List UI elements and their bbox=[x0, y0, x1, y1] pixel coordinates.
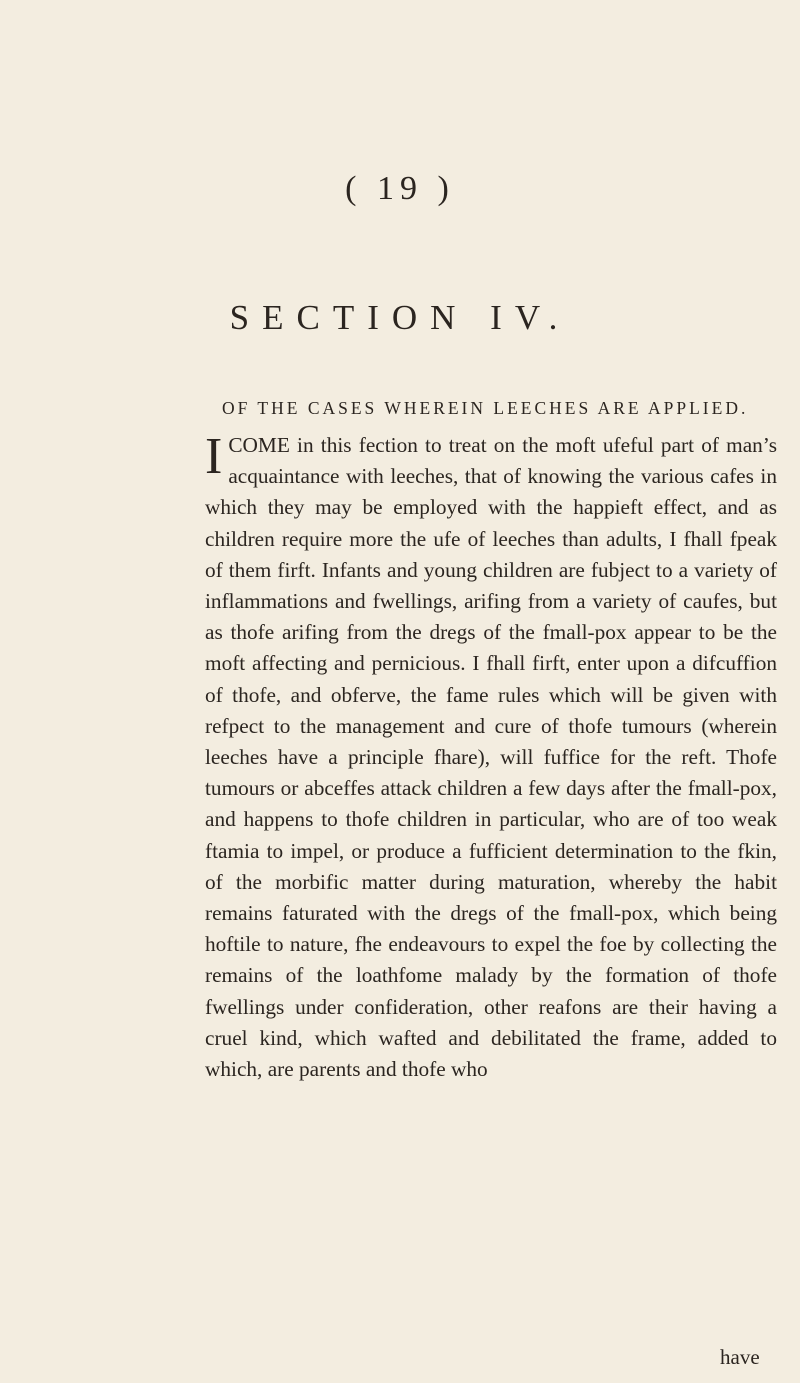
section-subtitle: OF THE CASES WHEREIN LEECHES ARE APPLIED. bbox=[222, 398, 749, 418]
section-heading: SECTION IV. bbox=[229, 298, 571, 337]
drop-cap: I bbox=[205, 428, 223, 485]
page-number: ( 19 ) bbox=[345, 170, 455, 207]
body-text: COME in this fection to treat on the moft ufeful part of man’s acquaintance with leeches, that of knowing the various cafes in which they may be employed with the happieft effect, and as children require more the ufe of leeches than adults, I fhall fpeak of them firft. Infants and young children are fubject to a variety of inflammations and fwellings, arifing from a variety of caufes, but as thofe arifing from the dregs of the fmall-pox appear to be the moft affecting and pernicious. I fhall firft, enter upon a difcuffion of thofe, and obferve, the fame rules which will be given with refpect to the management and cure of thofe tumours (wherein leeches have a principle fhare), will fuffice for the reft. Thofe tumours or abceffes attack children a few days after the fmall-pox, and happens to thofe children in particular, who are of too weak ftamia to impel, or produce a fufficient determination to the fkin, of the morbific matter during maturation, whereby the habit remains faturated with the dregs of the fmall-pox, which being hoftile to nature, fhe endeavours to expel the foe by collecting the remains of the loathfome malady by the formation of thofe fwellings under confideration, other reafons are their having a cruel kind, which wafted and debilitated the frame, added to which, are parents and thofe who bbox=[205, 433, 777, 1082]
catchword: have bbox=[720, 1345, 760, 1369]
body-paragraph bbox=[205, 430, 777, 1085]
